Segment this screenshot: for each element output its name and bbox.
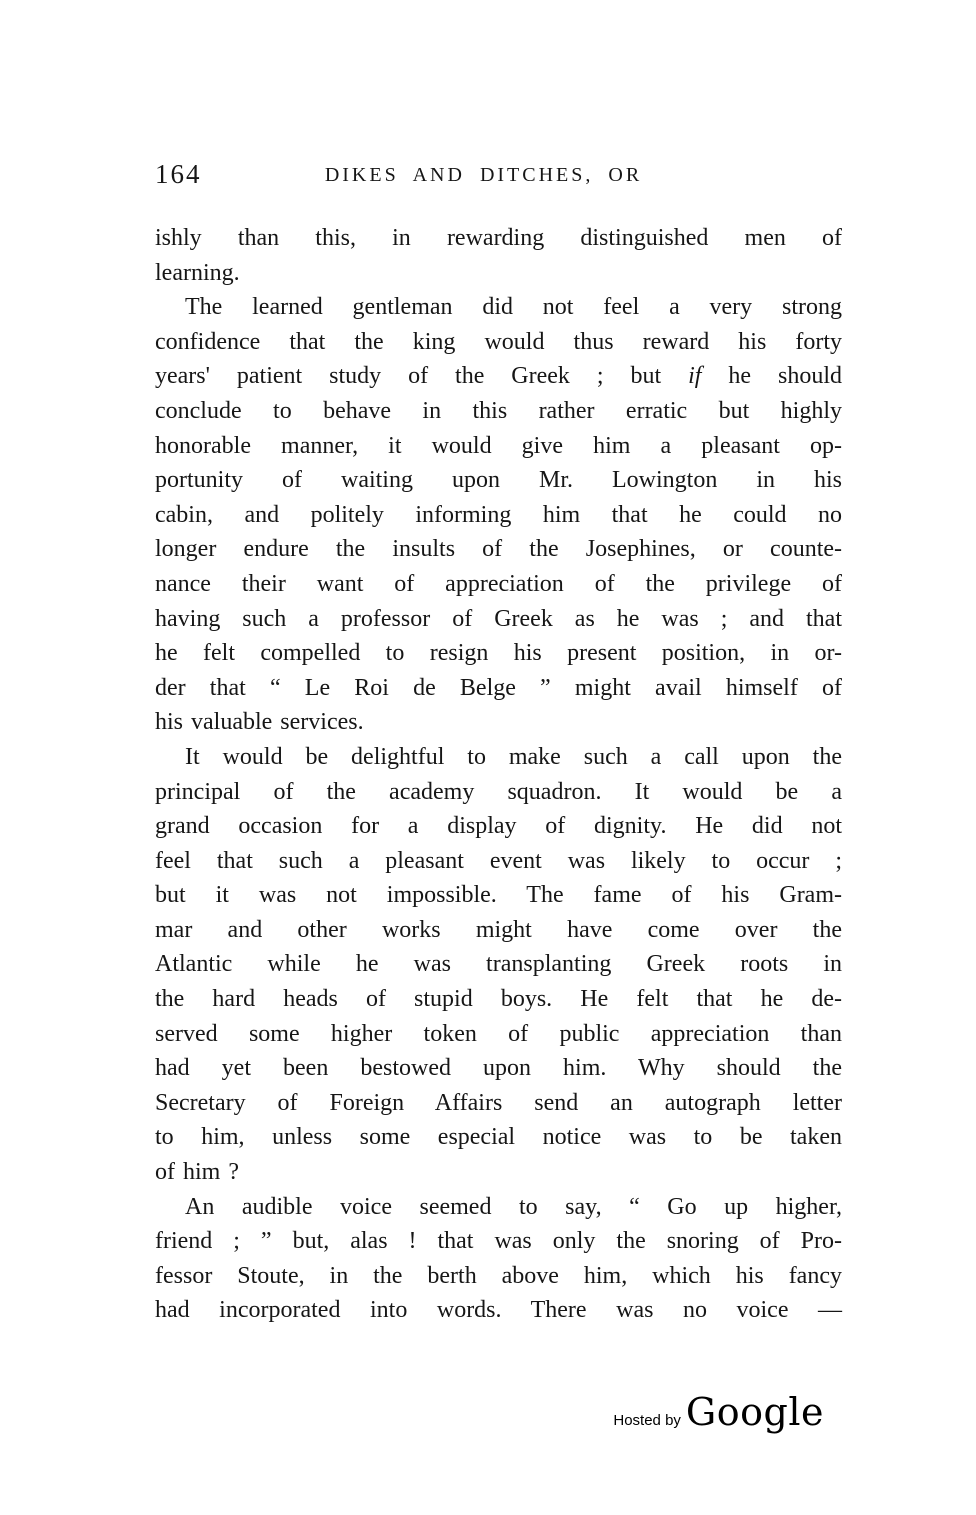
body-line-segment: years' patient study of the Greek ; but [155,363,689,390]
body-line: served some higher token of public appreciation than [155,1020,842,1047]
body-line: The learned gentleman did not feel a very strong [185,294,842,321]
body-line: Atlantic while he was transplanting Greek roots in [155,951,842,978]
body-line: cabin, and politely informing him that he could no [155,501,842,528]
body-line: of him ? [155,1159,239,1186]
body-line: It would be delightful to make such a call upon the [185,743,842,770]
body-line: friend ; ” but, alas ! that was only the snoring of Pro- [155,1228,842,1255]
body-line: principal of the academy squadron. It would be a [155,778,842,805]
body-line: portunity of waiting upon Mr. Lowington in his [155,467,842,494]
body-line: having such a professor of Greek as he was ; and that [155,605,842,632]
google-watermark [155,1390,842,1434]
body-line: his valuable services. [155,709,364,736]
body-line: to him, unless some especial notice was to be taken [155,1124,842,1151]
body-line: nance their want of appreciation of the privilege of [155,570,842,597]
body-line: had incorporated into words. There was no voice — [155,1297,842,1324]
body-line: fessor Stoute, in the berth above him, which his fancy [155,1262,842,1289]
body-line: Secretary of Foreign Affairs send an autograph letter [155,1089,842,1116]
page-number: 164 [155,159,202,189]
body-line: feel that such a pleasant event was likely to occur ; [155,847,842,874]
body-line: grand occasion for a display of dignity. He did not [155,813,842,840]
body-line: learning. [155,259,240,286]
body-line-segment: he should [701,363,842,390]
body-line: had yet been bestowed upon him. Why should the [155,1055,842,1082]
body-line: honorable manner, it would give him a pleasant op- [155,432,842,459]
body-line: An audible voice seemed to say, “ Go up higher, [185,1193,842,1220]
body-line-segment-italic: if [688,363,702,390]
hosted-by-label: Hosted by [613,1412,681,1429]
page-header [155,158,842,192]
body-line: longer endure the insults of the Josephines, or counte- [155,536,842,563]
body-line [155,359,842,394]
body-line: he felt compelled to resign his present position, in or- [155,640,842,667]
body-line: confidence that the king would thus reward his forty [155,328,842,355]
body-line: the hard heads of stupid boys. He felt that he de- [155,986,842,1013]
body-line: conclude to behave in this rather erratic but highly [155,397,842,424]
body-line: ishly than this, in rewarding distinguished men of [155,225,842,251]
body-text [155,221,842,1328]
body-line: but it was not impossible. The fame of his Gram- [155,882,842,909]
google-logo: Google [685,1390,824,1434]
body-line: der that “ Le Roi de Belge ” might avail himself of [155,674,842,701]
body-line: mar and other works might have come over the [155,916,842,943]
running-title: DIKES AND DITCHES, OR [324,164,643,186]
